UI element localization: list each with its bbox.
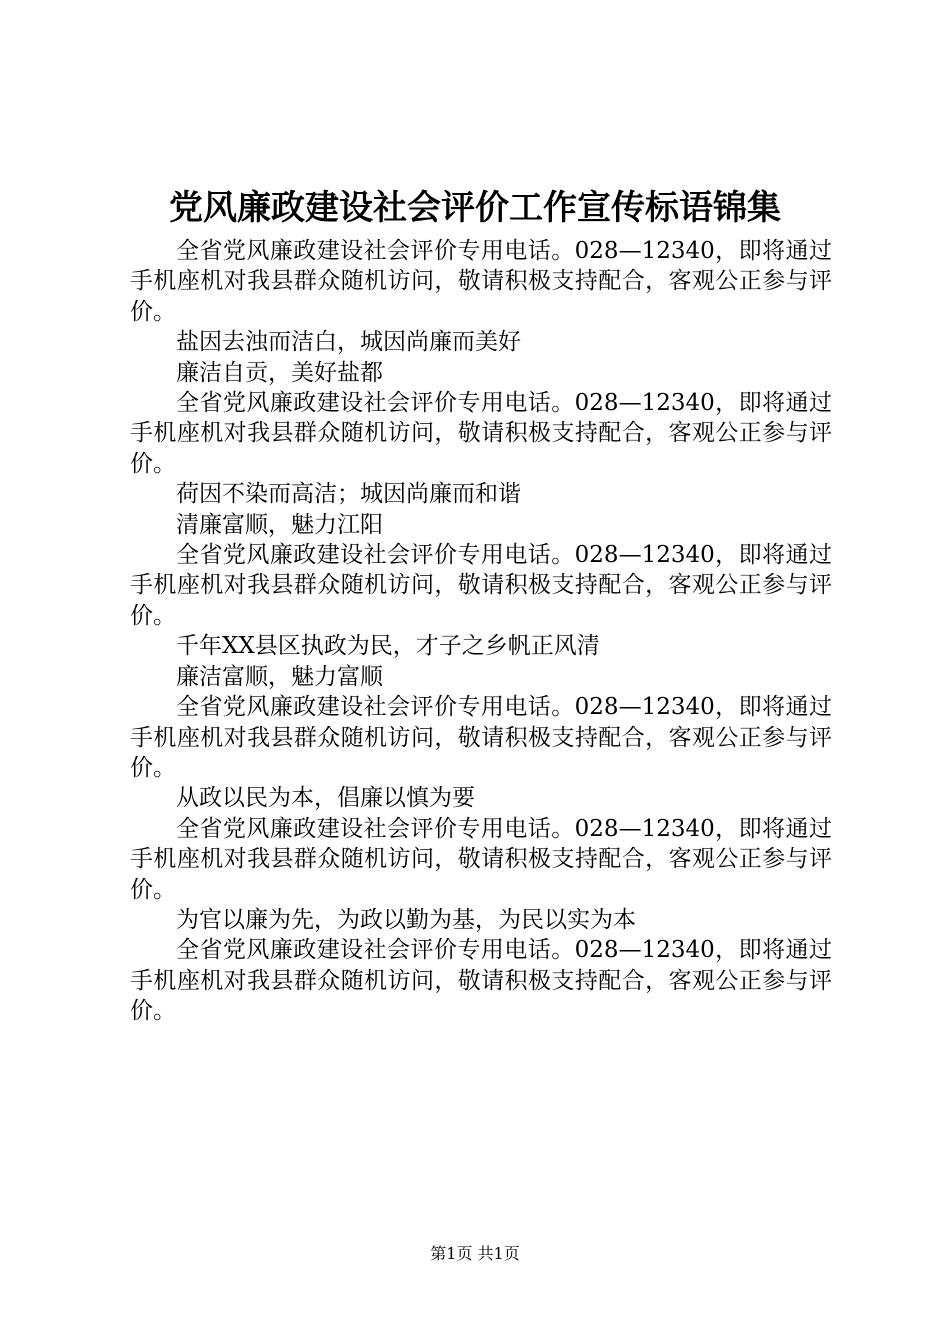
paragraph-3: 全省党风廉政建设社会评价专用电话。028—12340，即将通过手机座机对我县群众随机访问，敬请积极支持配合，客观公正参与评价。 bbox=[130, 542, 832, 629]
paragraph-5: 全省党风廉政建设社会评价专用电话。028—12340，即将通过手机座机对我县群众随机访问，敬请积极支持配合，客观公正参与评价。 bbox=[130, 815, 832, 903]
slogan-2: 廉洁自贡，美好盐都 bbox=[176, 359, 383, 386]
document-title: 党风廉政建设社会评价工作宣传标语锦集 bbox=[169, 188, 781, 228]
paragraph-1: 全省党风廉政建设社会评价专用电话。028—12340，即将通过手机座机对我县群众随机访问，敬请积极支持配合，客观公正参与评价。 bbox=[130, 238, 832, 325]
paragraph-2: 全省党风廉政建设社会评价专用电话。028—12340，即将通过手机座机对我县群众随机访问，敬请积极支持配合，客观公正参与评价。 bbox=[130, 390, 832, 477]
document-body bbox=[130, 236, 832, 1027]
paragraph-4: 全省党风廉政建设社会评价专用电话。028—12340，即将通过手机座机对我县群众随机访问，敬请积极支持配合，客观公正参与评价。 bbox=[130, 694, 832, 781]
slogan-4: 清廉富顺，魅力江阳 bbox=[176, 511, 383, 538]
paragraph-6: 全省党风廉政建设社会评价专用电话。028—12340，即将通过手机座机对我县群众随机访问，敬请积极支持配合，客观公正参与评价。 bbox=[130, 937, 832, 1025]
slogan-1: 盐因去浊而洁白，城因尚廉而美好 bbox=[176, 329, 521, 356]
slogan-3: 荷因不染而高洁；城因尚廉而和谐 bbox=[176, 481, 521, 508]
slogan-6: 廉洁富顺，魅力富顺 bbox=[176, 663, 383, 690]
page-footer: 第1页 共1页 bbox=[430, 1244, 520, 1263]
slogan-5: 千年XX县区执政为民，才子之乡帆正风清 bbox=[176, 633, 600, 660]
slogan-7: 从政以民为本，倡廉以慎为要 bbox=[176, 785, 475, 812]
slogan-8: 为官以廉为先，为政以勤为基，为民以实为本 bbox=[176, 906, 636, 933]
